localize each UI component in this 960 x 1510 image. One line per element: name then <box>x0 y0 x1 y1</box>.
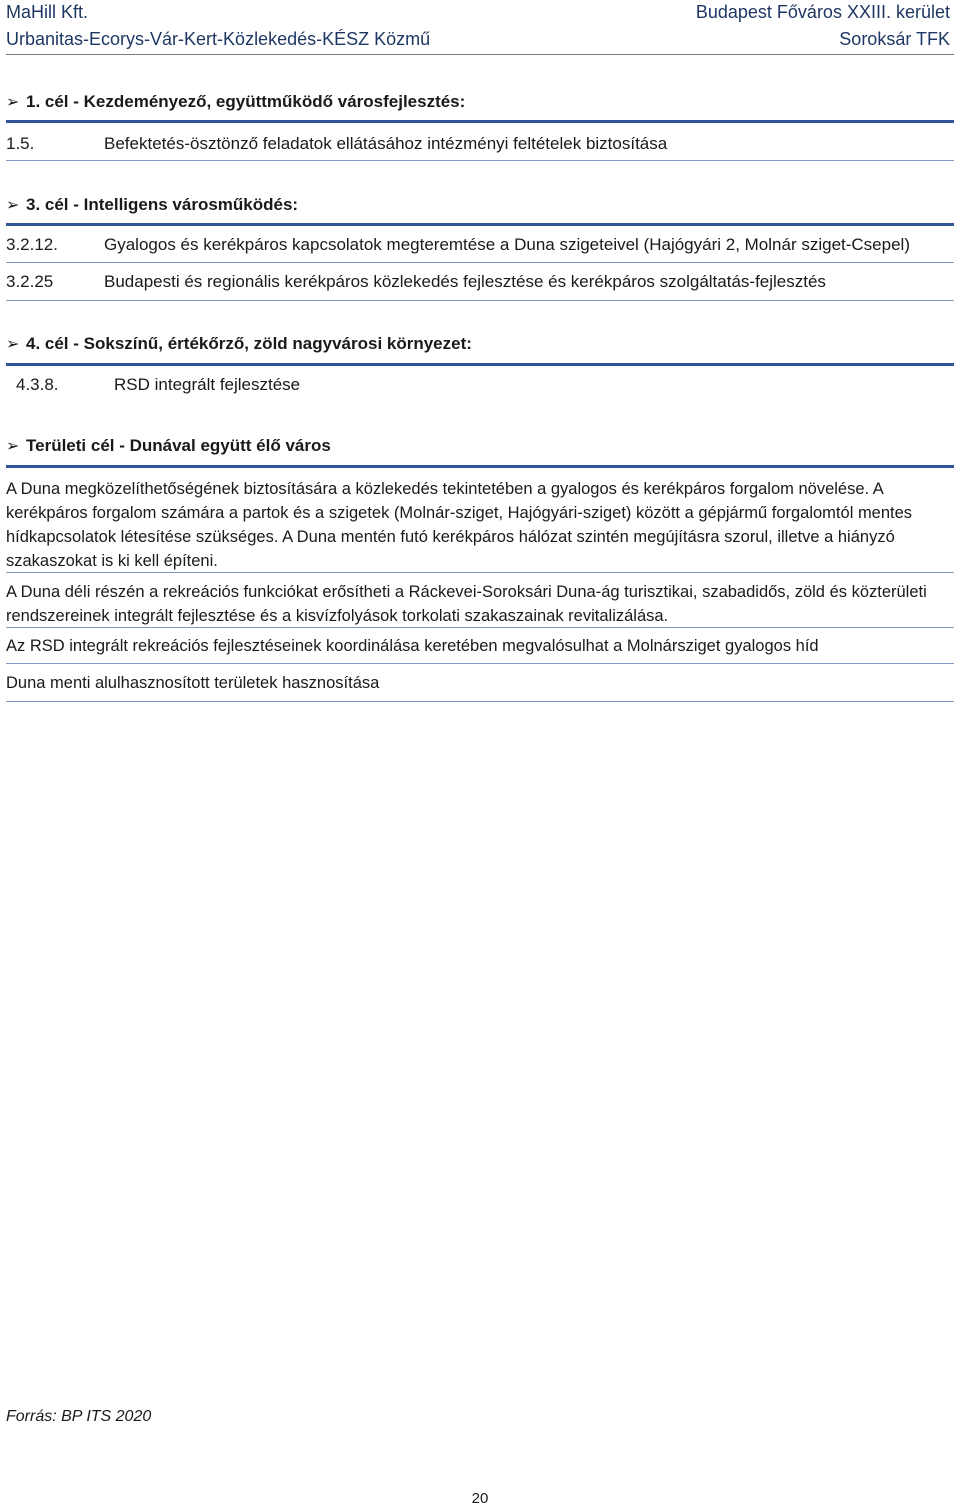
header-consortium: Urbanitas-Ecorys-Vár-Kert-Közlekedés-KÉSZ Közmű <box>6 29 431 49</box>
goal-divider <box>6 363 954 366</box>
goal-heading-territorial <box>6 436 954 456</box>
goal-title: 1. cél - Kezdeményező, együttműködő városfejlesztés: <box>26 92 466 111</box>
row-divider <box>6 160 954 161</box>
page-number: 20 <box>471 1490 489 1507</box>
goal-title: 3. cél - Intelligens városműködés: <box>26 195 299 214</box>
goal-divider <box>6 223 954 226</box>
goal-heading-4 <box>6 334 954 354</box>
page-header <box>6 0 954 55</box>
row-divider <box>6 262 954 263</box>
paragraph-divider <box>6 701 954 702</box>
goal-divider <box>6 120 954 123</box>
goal-heading-3 <box>6 195 954 215</box>
arrowhead-bullet-icon: ➢ <box>6 94 20 111</box>
arrowhead-bullet-icon: ➢ <box>6 438 20 455</box>
header-company: MaHill Kft. <box>6 2 89 22</box>
project-description: RSD integrált fejlesztése <box>114 375 301 394</box>
paragraph-divider <box>6 627 954 628</box>
project-code: 3.2.12. <box>6 235 58 254</box>
paragraph-divider <box>6 663 954 664</box>
paragraph-3: Az RSD integrált rekreációs fejlesztéseinek koordinálása keretében megvalósulhat a Molnársziget gyalogos híd <box>6 637 819 655</box>
goal-title: 4. cél - Sokszínű, értékőrző, zöld nagyvárosi környezet: <box>26 334 472 353</box>
paragraph-2: A Duna déli részén a rekreációs funkciókat erősítheti a Ráckevei-Soroksári Duna-ág turisztikai, szabadidős, zöld és közterületi rendszereinek integrált fejlesztése és a kisvízfolyások torkolati szakaszainak revitalizálása. <box>6 583 927 625</box>
project-description: Gyalogos és kerékpáros kapcsolatok megteremtése a Duna szigeteivel (Hajógyári 2, Molnár sziget-Csepel) <box>104 235 910 254</box>
paragraph-4: Duna menti alulhasznosított területek hasznosítása <box>6 674 380 692</box>
project-code: 1.5. <box>6 134 35 153</box>
project-description: Budapesti és regionális kerékpáros közlekedés fejlesztése és kerékpáros szolgáltatás-fejlesztés <box>104 272 826 291</box>
goal-heading-1 <box>6 92 954 112</box>
arrowhead-bullet-icon: ➢ <box>6 336 20 353</box>
paragraph-1: A Duna megközelíthetőségének biztosítására a közlekedés tekintetében a gyalogos és kerékpáros forgalom növelése. A kerékpáros forgalom számára a partok és a szigetek (Molnár-sziget, Hajógyári-sziget) között a gépjármű forgalomtól mentes hídkapcsolatok létesítése szükséges. A Duna mentén futó kerékpáros hálózat szintén megújításra szorul, illetve a hiányzó szakaszokat is ki kell építeni. <box>6 480 913 570</box>
goal-title: Területi cél - Dunával együtt élő város <box>26 436 331 455</box>
header-document-type: Soroksár TFK <box>839 29 950 49</box>
project-code: 4.3.8. <box>16 375 59 394</box>
goal-divider <box>6 465 954 468</box>
source-note: Forrás: BP ITS 2020 <box>6 1408 152 1425</box>
arrowhead-bullet-icon: ➢ <box>6 197 20 214</box>
project-code: 3.2.25 <box>6 272 54 291</box>
header-district: Budapest Főváros XXIII. kerület <box>695 2 950 22</box>
row-divider <box>6 300 954 301</box>
paragraph-divider <box>6 572 954 573</box>
project-description: Befektetés-ösztönző feladatok ellátásához intézményi feltételek biztosítása <box>104 134 668 153</box>
